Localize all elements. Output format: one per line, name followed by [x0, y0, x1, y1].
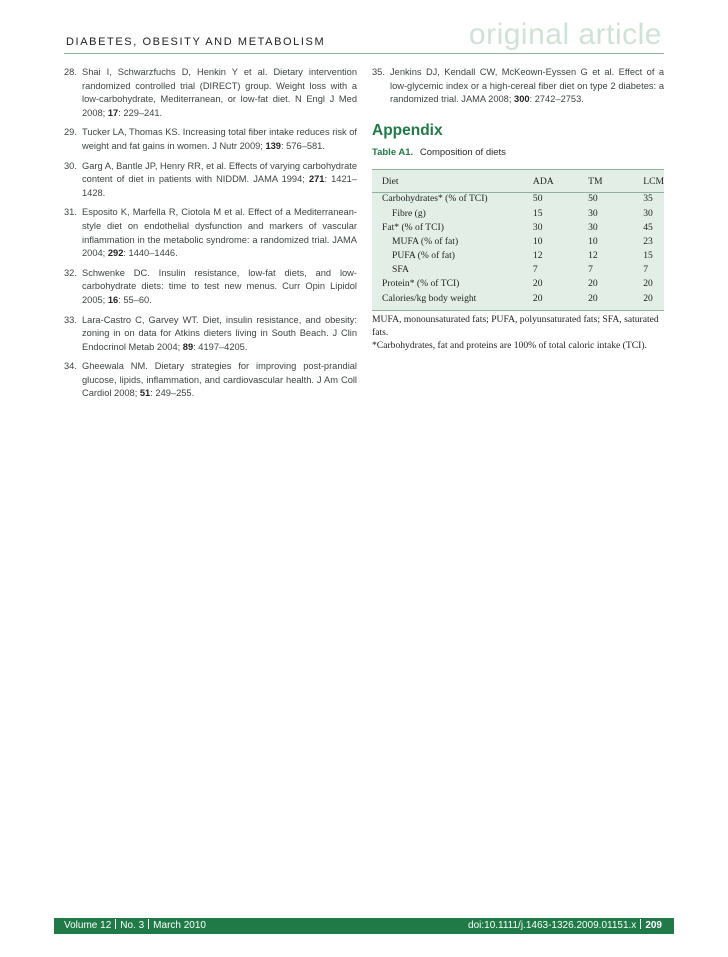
reference-pages: : 229–241. [118, 107, 163, 118]
reference-volume: 271 [308, 174, 325, 185]
footer-issue: No. 3 [120, 920, 145, 931]
table-cell: 20 [532, 292, 543, 304]
table-cell: 20 [588, 278, 598, 290]
footer-separator [148, 919, 149, 929]
row-label: PUFA (% of fat) [392, 250, 455, 262]
reference-pages: : 4197–4205. [193, 341, 248, 352]
table-body [372, 192, 664, 306]
table-row [372, 235, 664, 249]
reference-volume: 292 [107, 248, 124, 259]
reference-item [64, 160, 357, 201]
table-cell: 15 [643, 250, 653, 262]
reference-pages: : 249–255. [150, 388, 195, 399]
table-cell: 30 [532, 221, 543, 233]
footer-date: March 2010 [153, 920, 206, 931]
table-cell: 20 [643, 292, 653, 304]
reference-pages: : 1421–1428. [82, 174, 357, 198]
table-row [372, 249, 664, 263]
column-header: TM [588, 172, 643, 192]
footer-doi: doi:10.1111/j.1463-1326.2009.01151.x [468, 920, 637, 931]
table-cell: 12 [532, 250, 543, 262]
header-rule [64, 53, 664, 54]
table-cell: 10 [532, 235, 543, 247]
footer-separator [640, 919, 641, 929]
references-left-column [64, 66, 357, 407]
table-note-footnote: *Carbohydrates, fat and proteins are 100% of total caloric intake (TCI). [372, 339, 647, 351]
table-row [372, 192, 664, 207]
table-row [372, 207, 664, 221]
table-label: Table A1. [372, 147, 414, 159]
reference-volume: 16 [107, 294, 119, 305]
column-header: LCM [643, 172, 664, 192]
reference-volume: 17 [107, 107, 119, 118]
table-caption-text: Composition of diets [419, 147, 506, 159]
table-cell: 30 [588, 207, 598, 219]
diet-composition-table [372, 172, 664, 306]
reference-pages: : 55–60. [118, 294, 152, 305]
table-note-abbreviations: MUFA, monounsaturated fats; PUFA, polyunsaturated fats; SFA, saturated fats. [372, 314, 659, 338]
table-cell: 7 [588, 264, 593, 276]
right-column [372, 66, 664, 352]
article-type-label: original article [468, 18, 662, 51]
reference-number: 31. [64, 207, 77, 218]
row-label: Carbohydrates* (% of TCI) [382, 193, 488, 205]
references-right-list [372, 66, 664, 107]
table-cell: 20 [532, 278, 543, 290]
table-cell: 35 [643, 193, 653, 205]
reference-item [64, 314, 357, 355]
table-row [372, 292, 664, 306]
reference-text: Shai I, Schwarzfuchs D, Henkin Y et al. Dietary intervention randomized controlled trial (DIRECT) group. Weight loss with a low-carbohydrate, Mediterranean, or low-fat diet. N Engl J Med 2008; [82, 67, 357, 118]
reference-item [64, 66, 357, 120]
reference-item [64, 360, 357, 401]
table-cell: 10 [588, 235, 598, 247]
reference-number: 34. [64, 361, 77, 372]
reference-text: Gheewala NM. Dietary strategies for improving post-prandial glucose, lipids, inflammation, and cardiovascular health. J Am Coll Cardiol 2008; [82, 361, 357, 399]
reference-volume: 89 [182, 341, 194, 352]
reference-pages: : 2742–2753. [529, 94, 584, 105]
reference-item [64, 126, 357, 153]
reference-pages: : 576–581. [280, 140, 325, 151]
reference-text: Jenkins DJ, Kendall CW, McKeown-Eyssen G et al. Effect of a low-glycemic index or a high-cereal fiber diet on type 2 diabetes: a randomized trial. JAMA 2008; [390, 67, 664, 105]
table-cell: 23 [643, 235, 653, 247]
reference-number: 32. [64, 267, 77, 278]
table-cell: 12 [588, 250, 598, 262]
diet-table-container [372, 169, 664, 311]
table-header-row [372, 172, 664, 192]
reference-volume: 300 [514, 94, 530, 105]
table-row [372, 278, 664, 292]
reference-text: Schwenke DC. Insulin resistance, low-fat diets, and low-carbohydrate diets: time to test new menus. Curr Opin Lipidol 2005; [82, 267, 357, 305]
footer-issue-info [64, 918, 206, 934]
table-cell: 7 [532, 264, 538, 276]
reference-pages: : 1440–1446. [123, 248, 178, 259]
table-row [372, 264, 664, 278]
reference-number: 33. [64, 314, 77, 325]
reference-number: 30. [64, 160, 77, 171]
row-label: Protein* (% of TCI) [382, 278, 460, 290]
table-cell: 15 [532, 207, 543, 219]
reference-number: 29. [64, 127, 77, 138]
reference-number: 28. [64, 67, 77, 77]
appendix-title: Appendix [372, 121, 443, 139]
footer-bar [54, 918, 674, 934]
row-label: Fibre (g) [392, 207, 426, 219]
row-label: SFA [392, 264, 409, 276]
reference-volume: 139 [265, 140, 281, 151]
table-notes [372, 314, 664, 352]
reference-item [372, 66, 664, 107]
table-cell: 30 [643, 207, 653, 219]
footer-doi-page [468, 918, 662, 934]
footer-volume: Volume 12 [64, 920, 112, 931]
reference-volume: 51 [139, 388, 151, 399]
reference-number: 35. [372, 67, 385, 77]
reference-item [64, 206, 357, 260]
row-label: MUFA (% of fat) [392, 235, 459, 247]
row-label: Fat* (% of TCI) [382, 221, 444, 233]
table-cell: 7 [643, 264, 648, 276]
table-cell: 20 [643, 278, 653, 290]
table-cell: 20 [588, 292, 598, 304]
table-caption [372, 146, 664, 160]
table-cell: 30 [588, 221, 598, 233]
reference-text: Esposito K, Marfella R, Ciotola M et al. Effect of a Mediterranean-style diet on endothelial dysfunction and markers of vascular inflammation in the metabolic syndrome: a randomized trial. JAMA 2004; [82, 207, 357, 259]
page-number: 209 [645, 920, 662, 931]
table-cell: 45 [643, 221, 653, 233]
table-row [372, 221, 664, 235]
journal-name: DIABETES, OBESITY AND METABOLISM [66, 36, 326, 48]
reference-text: Lara-Castro C, Garvey WT. Diet, insulin resistance, and obesity: zoning in on data for Atkins dieters living in South Beach. J Clin Endocrinol Metab 2004; [82, 314, 357, 352]
column-header: Diet [372, 172, 533, 192]
reference-text: Tucker LA, Thomas KS. Increasing total fiber intake reduces risk of weight and fat gains in women. J Nutr 2009; [82, 127, 357, 151]
footer-separator [115, 919, 116, 929]
table-cell: 50 [532, 193, 543, 205]
reference-text: Garg A, Bantle JP, Henry RR, et al. Effects of varying carbohydrate content of diet in patients with NIDDM. JAMA 1994; [82, 160, 357, 185]
row-label: Calories/kg body weight [382, 292, 477, 304]
column-header: ADA [533, 172, 588, 192]
table-cell: 50 [588, 193, 598, 205]
reference-item [64, 267, 357, 308]
